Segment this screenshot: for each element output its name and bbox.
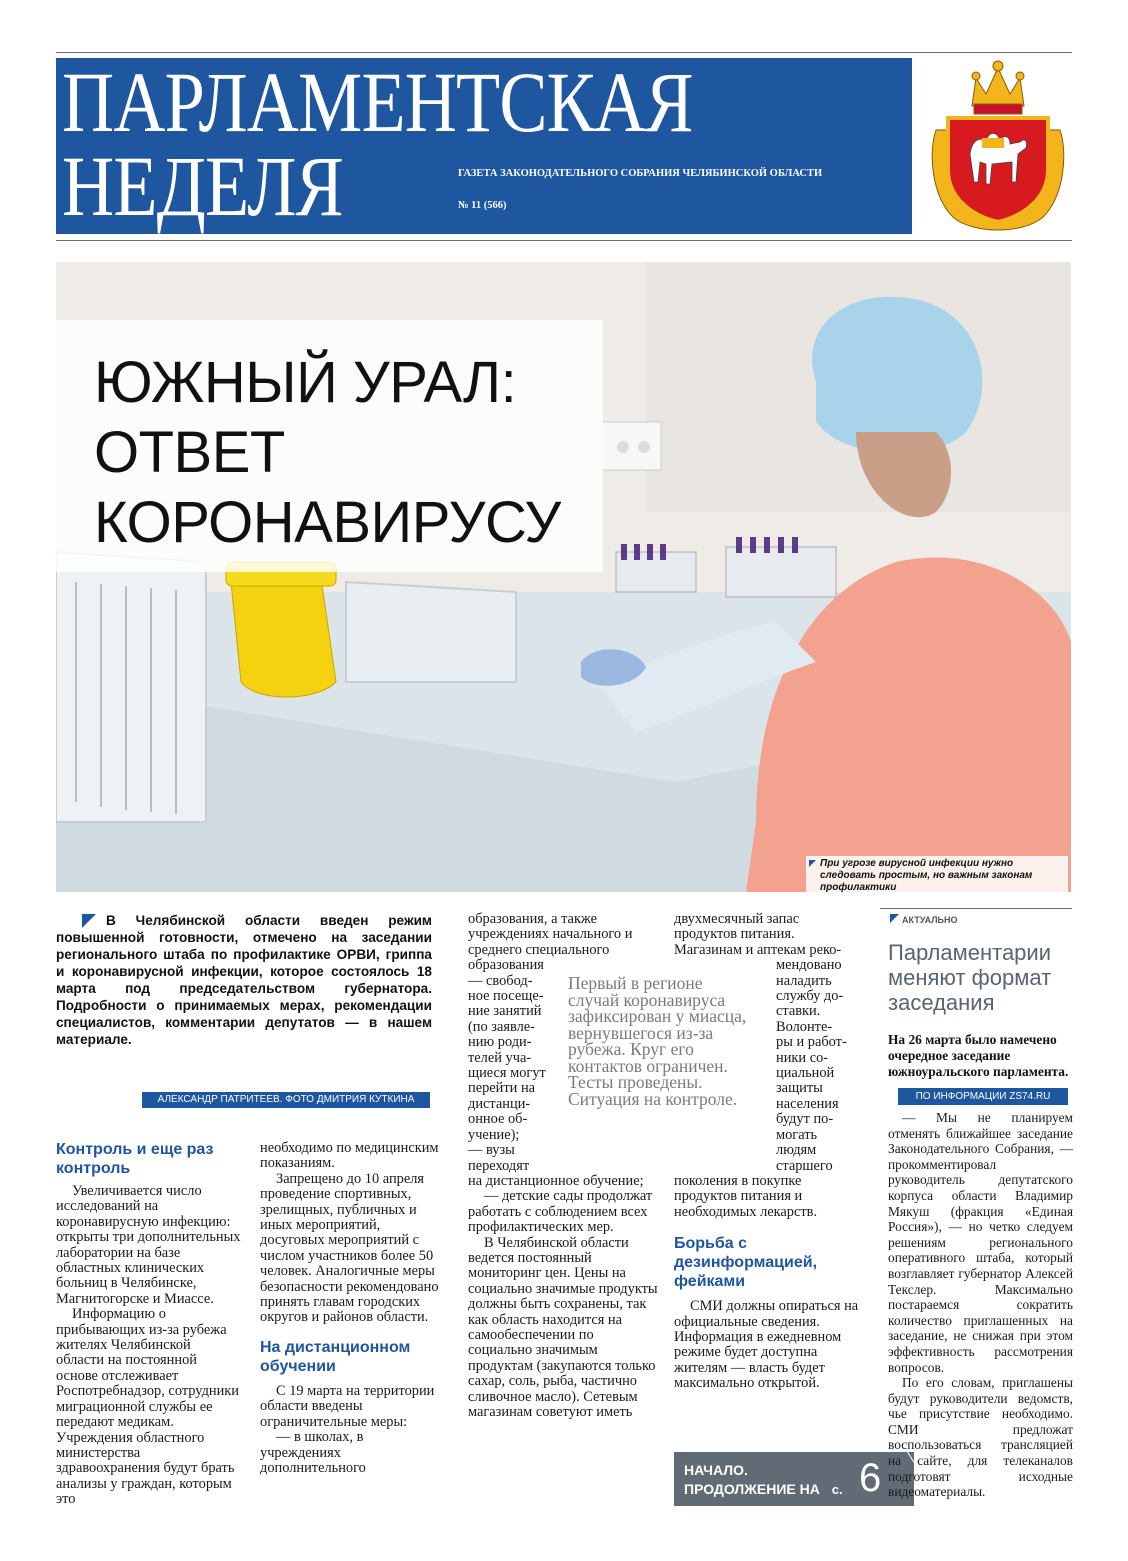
masthead-title-line1: ПАРЛАМЕНТСКАЯ (62, 58, 693, 150)
issue-number: № 11 (566) (458, 200, 507, 211)
coat-of-arms-icon (928, 58, 1068, 234)
top-rule (56, 52, 1072, 53)
text-line: онное об- (468, 1111, 528, 1128)
paragraph: необходимо по медицинским показаниям. (260, 1140, 439, 1172)
section-heading-disinformation: Борьба с дезинформацией, фейками (674, 1235, 818, 1291)
text-line: (по заявле- (468, 1018, 535, 1035)
paragraph: на дистанционное обучение; (468, 1172, 644, 1189)
byline: АЛЕКСАНДР ПАТРИТЕЕВ. ФОТО ДМИТРИЯ КУТКИНА (142, 1092, 430, 1108)
hero-title: ЮЖНЫЙ УРАЛ: ОТВЕТ КОРОНАВИРУСУ (94, 350, 561, 555)
masthead-bottom-rule (56, 240, 1072, 241)
sidebar-heading: Парламентарии меняют формат заседания (888, 940, 1052, 1015)
photo-caption-text: При угрозе вирусной инфекции нужно следовать простым, но важным законам профилактики (820, 858, 1033, 893)
text-line: могать (776, 1126, 818, 1143)
text-line: циальной (776, 1065, 835, 1082)
text-line: телей уча- (468, 1049, 532, 1066)
continuation-text (684, 1481, 843, 1498)
text-line: учение); (468, 1126, 520, 1143)
continuation-page-number: 6 (859, 1456, 882, 1500)
paragraph: Запрещено до 10 апреля проведение спортивных, зрелищных, публичных и иных мероприятий, досуговых мероприятий с числом участников более 50 человек. Аналогичные меры безопасности рекомендовано принять главам городских округов и районов области. (260, 1170, 439, 1326)
column-1 (56, 1140, 242, 1508)
article-lead: В Челябинской области введен режим повышенной готовности, отмечено на заседании регионального штаба по профилактике ОРВИ, гриппа и коронавирусной инфекции, которое состоялось 18 марта под председательством губернатора. Подробности о принимаемых мерах, рекомендации специалистов, комментарии депутатов — в нашем материале. (56, 913, 432, 1047)
sidebar-tag (890, 914, 958, 925)
sidebar-lead: На 26 марта было намечено очередное заседание южноуральского парламента. (888, 1032, 1069, 1079)
text-line: службу до- (776, 988, 844, 1005)
text-line: — вузы (468, 1142, 515, 1159)
text-line: ники со- (776, 1049, 829, 1066)
paragraph: С 19 марта на территории области введены ограничительные меры: (260, 1382, 435, 1430)
text-line: щиеся могут (468, 1065, 546, 1082)
paragraph: СМИ должны опираться на официальные сведения. Информация в ежедневном режиме будет доступна жителям — власть будет максимально открытой. (674, 1298, 859, 1392)
paragraph: — детские сады продолжат работать с соблюдением всех профилактических мер. (468, 1188, 653, 1236)
text-line: — свобод- (468, 972, 533, 989)
wrapped-text (776, 958, 864, 1174)
text-line: ставки. (776, 1003, 821, 1020)
photo-caption (806, 856, 1068, 896)
continuation-text-main: ПРОДОЛЖЕНИЕ НА (684, 1481, 820, 1497)
text-line: защиты (776, 1080, 823, 1097)
masthead (56, 58, 912, 234)
section-heading-control: Контроль и еще раз контроль (56, 1141, 214, 1177)
sidebar-rule (880, 908, 1072, 909)
sidebar-body (888, 1110, 1073, 1500)
tag-marker-icon (890, 914, 899, 923)
text-line: ние занятий (468, 1003, 542, 1020)
pull-quote: Первый в регионе случай коронавируса зафиксирован у миасца, вернувшегося из-за рубежа. Круг его контактов ограничен. Тесты проведены. Ситуация на контроле. (568, 973, 747, 1109)
text-line: ное посеще- (468, 988, 544, 1005)
paragraph: В Челябинской области ведется постоянный мониторинг цен. Цены на социально значимые продукты должны быть сохранены, так как область находится на самообеспечении по социально значимым продуктам (закупаются только сахар, соль, рыба, частично сливочное масло). Сетевым магазинам советуют иметь (468, 1234, 658, 1420)
text-line: мендовано (776, 957, 842, 974)
continuation-label: НАЧАЛО. (684, 1462, 748, 1478)
text-line: наладить (776, 972, 832, 989)
page-prefix: с. (831, 1482, 843, 1497)
text-line: перейти на (468, 1080, 536, 1097)
paragraph: Увеличивается число исследований на коронавирусную инфекцию: открыты три дополнительных лаборатории на базе областных клинических больниц в Челябинске, Магнитогорске и Миассе. (56, 1183, 241, 1307)
paragraph: По его словам, приглашены будут руководители ведомств, чье присутствие необходимо. СМИ предложат воспользоваться трансляцией на сайте, для телеканалов подготовят исходные видеоматериалы. (888, 1375, 1073, 1500)
wrapped-text (468, 974, 560, 1174)
paragraph: — в школах, в учреждениях дополнительного (260, 1429, 366, 1476)
column-4 (674, 912, 864, 1392)
text-line: будут по- (776, 1111, 834, 1128)
paragraph: — Мы не планируем отменять ближайшее заседание Законодательного Собрания, — прокомментировал руководитель депутатского корпуса области Владимир Мякуш (фракция «Единая Россия»), — но четко следуем решениям регионального оперативного штаба, который возглавляет губернатор Алексей Текслер. Максимально постараемся сократить количество приглашенных на заседание, не снижая при этом эффективность рассмотрения вопросов. (888, 1110, 1073, 1375)
masthead-title-line2: НЕДЕЛЯ (62, 138, 343, 234)
continuation-banner (674, 1452, 914, 1506)
paragraph: образования, а также учреждениях начального и среднего специального образования (468, 911, 633, 974)
text-line: ры и работ- (776, 1034, 847, 1051)
sidebar-tag-text: АКТУАЛЬНО (902, 915, 958, 925)
column-2 (260, 1141, 446, 1476)
sidebar-source: ПО ИНФОРМАЦИИ ZS74.RU (898, 1088, 1068, 1105)
masthead-subtitle: ГАЗЕТА ЗАКОНОДАТЕЛЬНОГО СОБРАНИЯ ЧЕЛЯБИНСКОЙ ОБЛАСТИ (458, 168, 823, 179)
section-heading-distance: На дистанционном обучении (260, 1338, 411, 1375)
text-line: людям (776, 1142, 817, 1159)
text-line: переходят (468, 1157, 530, 1174)
paragraph: поколения в покупке продуктов питания и необходимых лекарств. (674, 1172, 818, 1220)
caption-marker-icon (809, 860, 816, 867)
text-line: населения (776, 1095, 839, 1112)
text-line: нию роди- (468, 1034, 532, 1051)
paragraph: Информацию о прибывающих из-за рубежа жителях Челябинской области на постоянной основе отслеживает Роспотребнадзор, сотрудники миграционной службы ее передают медикам. Учреждения областного министерства здравоохранения будут брать анализы у граждан, которым это (56, 1306, 240, 1508)
text-line: Волонте- (776, 1018, 833, 1035)
paragraph: двухмесячный запас продуктов питания. Магазинам и аптекам реко- (674, 911, 842, 958)
text-line: дистанци- (468, 1095, 531, 1112)
text-line: старшего (776, 1157, 833, 1174)
